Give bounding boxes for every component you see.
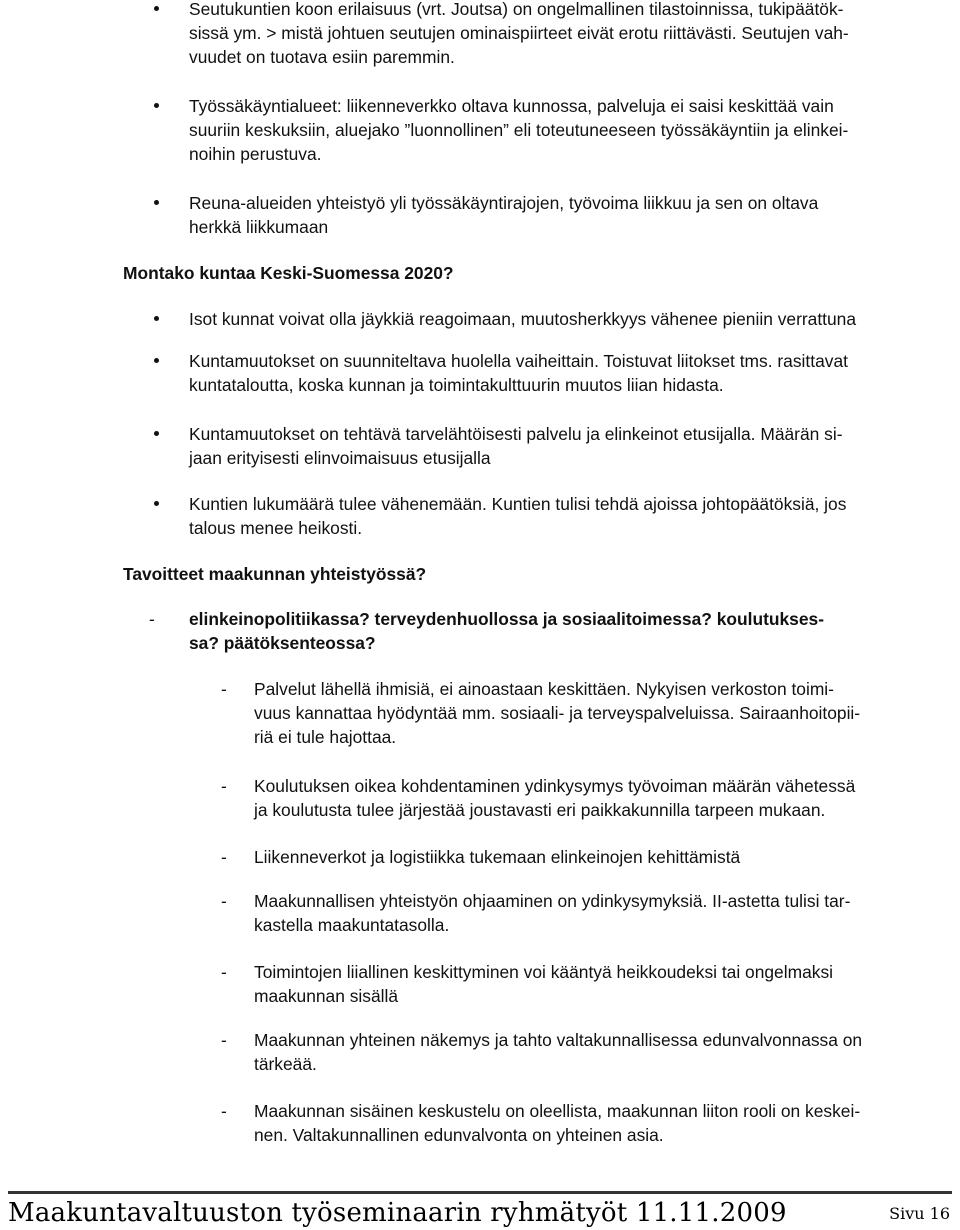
bullet-icon [154,358,159,363]
list-item-text: Koulutuksen oikea kohdentaminen ydinkysymys työvoiman määrän vähetessä ja koulutusta tulee järjestää joustavasti eri paikkakunnilla tarpeen mukaan. [254,776,856,820]
list-item-text: Seutukuntien koon erilaisuus (vrt. Joutsa) on ongelmallinen tilastoinnissa, tukipäätök- sissä ym. > mistä johtuen seutujen ominaispiirteet eivät erotu riittävästi. Seutujen vah- vuudet on tuotava esiin paremmin. [189,0,849,67]
list-item-text: Liikenneverkot ja logistiikka tukemaan elinkeinojen kehittämistä [254,847,741,867]
dash-icon: - [221,1101,227,1121]
dash-icon: - [221,776,227,796]
page-number: Sivu 16 [889,1204,950,1223]
list-item-text: Isot kunnat voivat olla jäykkiä reagoimaan, muutosherkkyys vähenee pieniin verrattuna [189,309,857,329]
list-item-text: Toimintojen liiallinen keskittyminen voi kääntyä heikkoudeksi tai ongelmaksi maakunnan sisällä [254,962,834,1006]
list-item-text: Kuntien lukumäärä tulee vähenemään. Kuntien tulisi tehdä ajoissa johtopäätöksiä, jos talous menee heikosti. [189,494,847,538]
dash-icon: - [221,1030,227,1050]
list-item-text: Maakunnan yhteinen näkemys ja tahto valtakunnallisessa edunvalvonnassa on tärkeää. [254,1030,863,1074]
bullet-icon [154,103,159,108]
section-heading: Tavoitteet maakunnan yhteistyössä? [123,564,427,584]
bullet-icon [154,200,159,205]
dash-icon: - [149,609,155,629]
list-item-text: Palvelut lähellä ihmisiä, ei ainoastaan keskittäen. Nykyisen verkoston toimi- vuus kannattaa hyödyntää mm. sosiaali- ja terveyspalveluissa. Sairaanhoitopii- riä ei tule hajottaa. [254,679,861,747]
dash-icon: - [221,847,227,867]
bullet-icon [154,6,159,11]
list-item-text: Työssäkäyntialueet: liikenneverkko oltava kunnossa, palveluja ei saisi keskittää vain suuriin keskuksiin, aluejako ”luonnollinen” eli toteutuneeseen työssäkäyntiin ja elinkei- noihin perustuva. [189,96,849,164]
list-item-text: Kuntamuutokset on suunniteltava huolella vaiheittain. Toistuvat liitokset tms. rasittavat kuntataloutta, koska kunnan ja toimintakulttuurin muutos liian hidasta. [189,351,848,395]
list-item-text: Reuna-alueiden yhteistyö yli työssäkäyntirajojen, työvoima liikkuu ja sen on oltava herkkä liikkumaan [189,193,819,237]
list-item-text: Maakunnallisen yhteistyön ohjaaminen on ydinkysymyksiä. II-astetta tulisi tar- kastella maakuntatasolla. [254,891,851,935]
bullet-icon [154,316,159,321]
bullet-icon [154,431,159,436]
section-heading: Montako kuntaa Keski-Suomessa 2020? [123,263,454,283]
bullet-icon [154,501,159,506]
dash-icon: - [221,891,227,911]
footer-title: Maakuntavaltuuston työseminaarin ryhmätyöt 11.11.2009 [8,1198,787,1228]
list-item-text: Kuntamuutokset on tehtävä tarvelähtöisesti palvelu ja elinkeinot etusijalla. Määrän si- jaan erityisesti elinvoimaisuus etusijalla [189,424,843,468]
dash-icon: - [221,962,227,982]
dash-icon: - [221,679,227,699]
footer-divider [8,1191,952,1194]
list-item-text: Maakunnan sisäinen keskustelu on oleellista, maakunnan liiton rooli on keskei- nen. Valtakunnallinen edunvalvonta on yhteinen asia. [254,1101,861,1145]
dash-main-text: elinkeinopolitiikassa? terveydenhuollossa ja sosiaalitoimessa? koulutukses- sa? päätöksenteossa? [189,609,824,653]
